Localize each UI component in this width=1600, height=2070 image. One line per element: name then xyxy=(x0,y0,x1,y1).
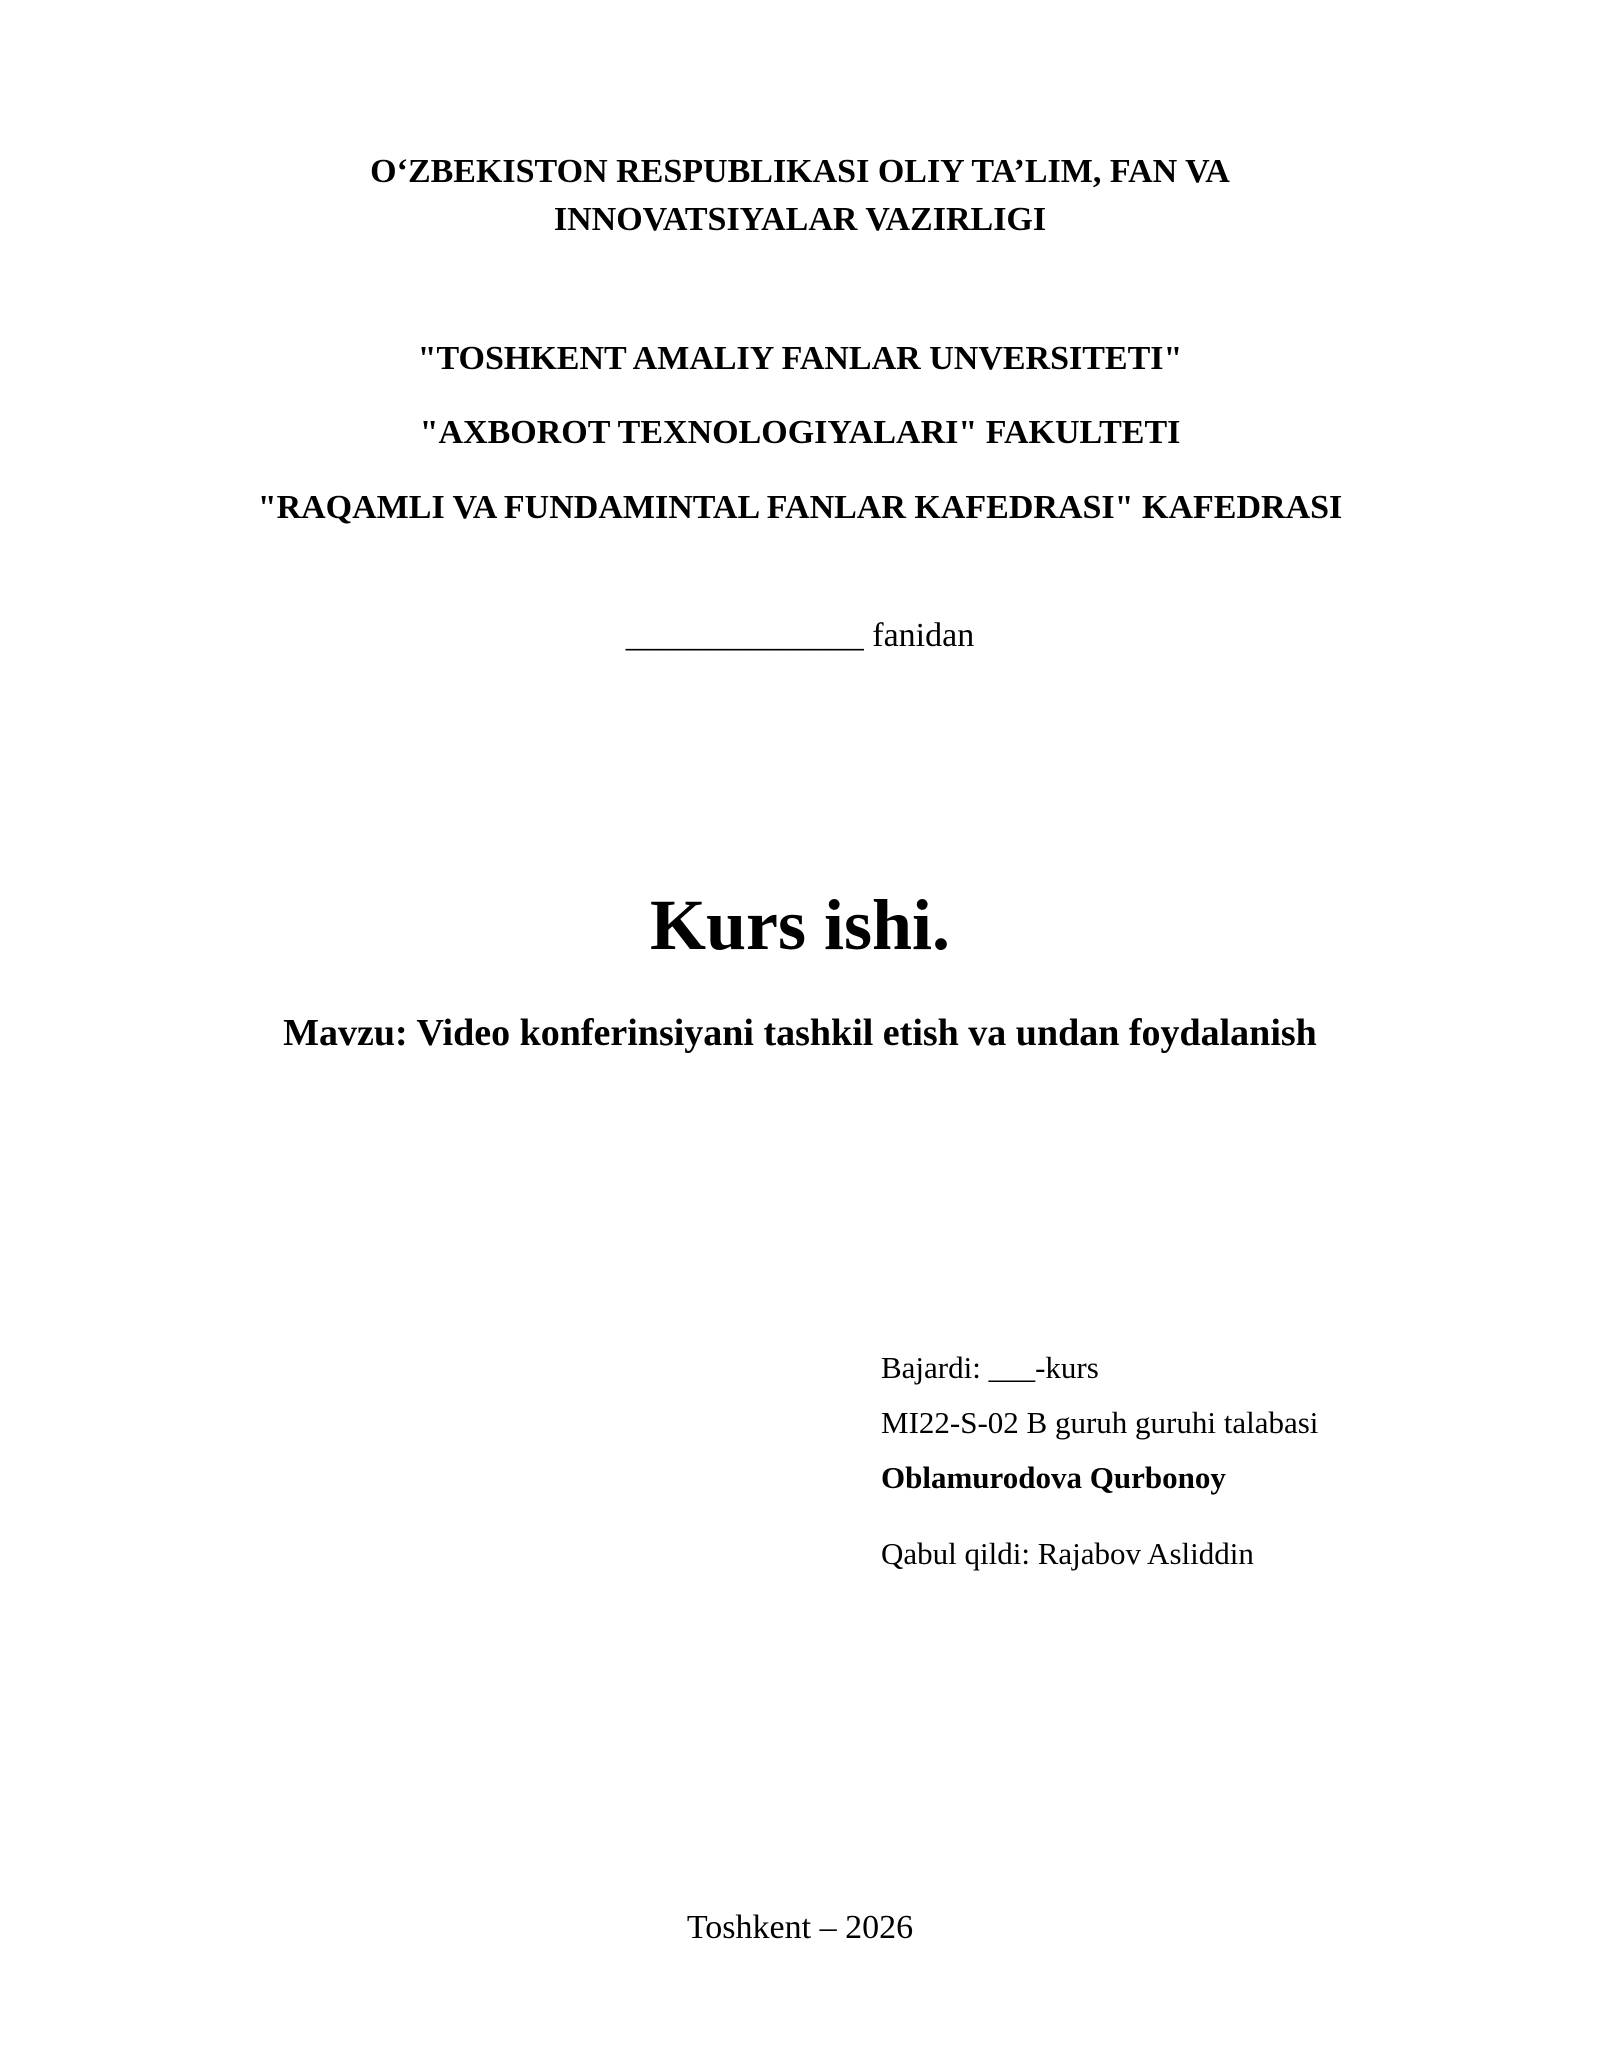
subject-line: ______________ fanidan xyxy=(625,617,975,654)
performed-by: Bajardi: ___-kurs xyxy=(881,1350,1099,1385)
document-title: Kurs ishi. xyxy=(649,885,951,965)
ministry-line-2: INNOVATSIYALAR VAZIRLIGI xyxy=(553,201,1047,238)
faculty-name: "AXBOROT TEXNOLOGIYALARI" FAKULTETI xyxy=(419,414,1181,451)
student-group: MI22-S-02 B guruh guruhi talabasi xyxy=(881,1405,1319,1440)
student-name: Oblamurodova Qurbonoy xyxy=(881,1460,1226,1495)
topic-line: Mavzu: Video konferinsiyani tashkil etish va undan foydalanish xyxy=(283,1012,1317,1054)
ministry-line-1: O‘ZBEKISTON RESPUBLIKASI OLIY TA’LIM, FAN VA xyxy=(370,153,1230,190)
city-year: Toshkent – 2026 xyxy=(686,1909,914,1946)
university-name: "TOSHKENT AMALIY FANLAR UNVERSITETI" xyxy=(417,340,1183,377)
department-name: "RAQAMLI VA FUNDAMINTAL FANLAR KAFEDRASI" KAFEDRASI xyxy=(257,489,1343,526)
accepted-by: Qabul qildi: Rajabov Asliddin xyxy=(881,1536,1254,1571)
